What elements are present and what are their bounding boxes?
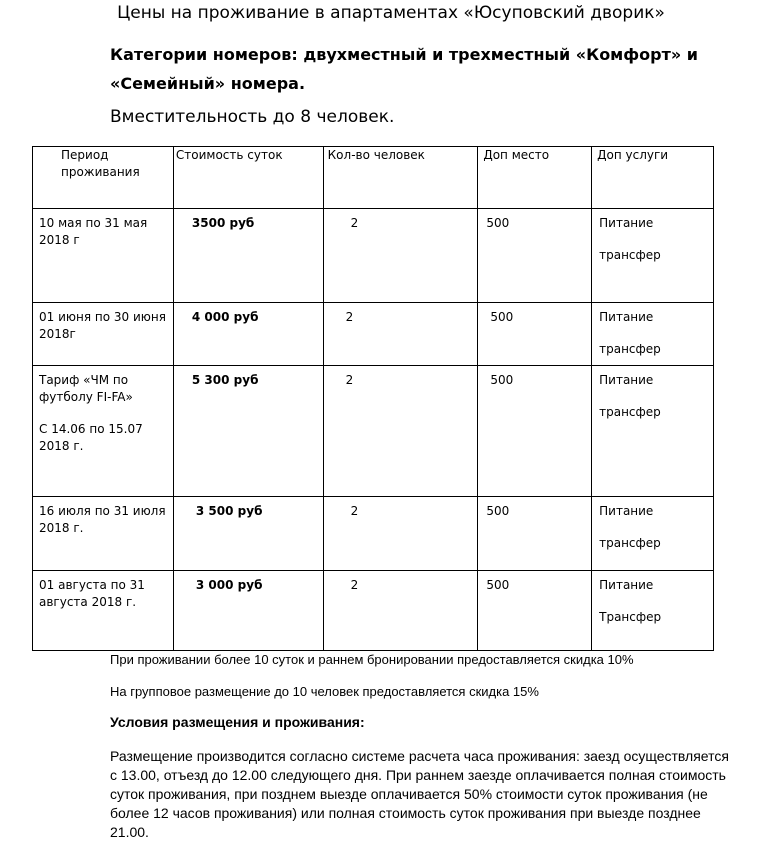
discount-note-group: На групповое размещение до 10 человек предоставляется скидка 15% <box>110 684 539 699</box>
period-cell: 10 мая по 31 мая 2018 г <box>33 209 174 303</box>
conditions-text: Размещение производится согласно системе расчета часа проживания: заезд осуществляется с 13.00, отъезд до 12.00 следующего дня. При раннем заезде оплачивается полная стоимость суток проживания, при позднем выезде оплачивается 50% стоимости суток проживания (не более 12 часов проживания) или полная стоимость суток проживания при выезде позднее 21.00. <box>110 748 729 840</box>
services-cell <box>592 303 714 366</box>
service-transfer: трансфер <box>599 405 661 419</box>
service-transfer: трансфер <box>599 248 661 262</box>
guests-cell: 2 <box>323 366 478 497</box>
guests-cell: 2 <box>323 303 478 366</box>
service-meals: Питание <box>599 216 654 230</box>
period-cell: 01 июня по 30 июня 2018г <box>33 303 174 366</box>
header-services: Доп услуги <box>592 147 714 209</box>
price-cell: 3 000 руб <box>173 571 323 651</box>
table-row <box>33 366 714 497</box>
period-cell <box>33 366 174 497</box>
conditions-heading: Условия размещения и проживания: <box>110 714 365 730</box>
service-transfer: трансфер <box>599 342 661 356</box>
guests-cell: 2 <box>323 209 478 303</box>
tariff-name: Тариф «ЧМ по футболу FI-FA» <box>39 373 133 404</box>
table-row <box>33 303 714 366</box>
table-header-row <box>33 147 714 209</box>
services-cell <box>592 497 714 571</box>
services-cell <box>592 209 714 303</box>
price-cell: 3 500 руб <box>173 497 323 571</box>
period-cell: 01 августа по 31 августа 2018 г. <box>33 571 174 651</box>
header-extra-bed: Доп место <box>478 147 592 209</box>
extra-bed-cell: 500 <box>478 209 592 303</box>
service-meals: Питание <box>599 310 654 324</box>
price-table <box>32 146 714 651</box>
service-meals: Питание <box>599 578 654 592</box>
table-row <box>33 209 714 303</box>
price-cell: 3500 руб <box>173 209 323 303</box>
extra-bed-cell: 500 <box>478 303 592 366</box>
period-cell: 16 июля по 31 июля 2018 г. <box>33 497 174 571</box>
service-transfer: Трансфер <box>599 610 662 624</box>
extra-bed-cell: 500 <box>478 571 592 651</box>
services-cell <box>592 366 714 497</box>
extra-bed-cell: 500 <box>478 366 592 497</box>
table-row <box>33 497 714 571</box>
capacity-text: Вместительность до 8 человек. <box>110 107 395 127</box>
price-cell: 4 000 руб <box>173 303 323 366</box>
price-cell: 5 300 руб <box>173 366 323 497</box>
tariff-dates: С 14.06 по 15.07 2018 г. <box>39 422 143 453</box>
page-title: Цены на проживание в апартаментах «Юсуповский дворик» <box>117 3 665 23</box>
guests-cell: 2 <box>323 571 478 651</box>
header-price: Стоимость суток <box>173 147 323 209</box>
service-meals: Питание <box>599 373 654 387</box>
service-meals: Питание <box>599 504 654 518</box>
extra-bed-cell: 500 <box>478 497 592 571</box>
guests-cell: 2 <box>323 497 478 571</box>
header-guests: Кол-во человек <box>323 147 478 209</box>
header-period: Период проживания <box>33 147 174 209</box>
discount-note-long-stay: При проживании более 10 суток и раннем бронировании предоставляется скидка 10% <box>110 652 634 667</box>
service-transfer: трансфер <box>599 536 661 550</box>
room-categories: Категории номеров: двухместный и трехместный «Комфорт» и «Семейный» номера. <box>110 45 698 93</box>
services-cell <box>592 571 714 651</box>
table-row <box>33 571 714 651</box>
